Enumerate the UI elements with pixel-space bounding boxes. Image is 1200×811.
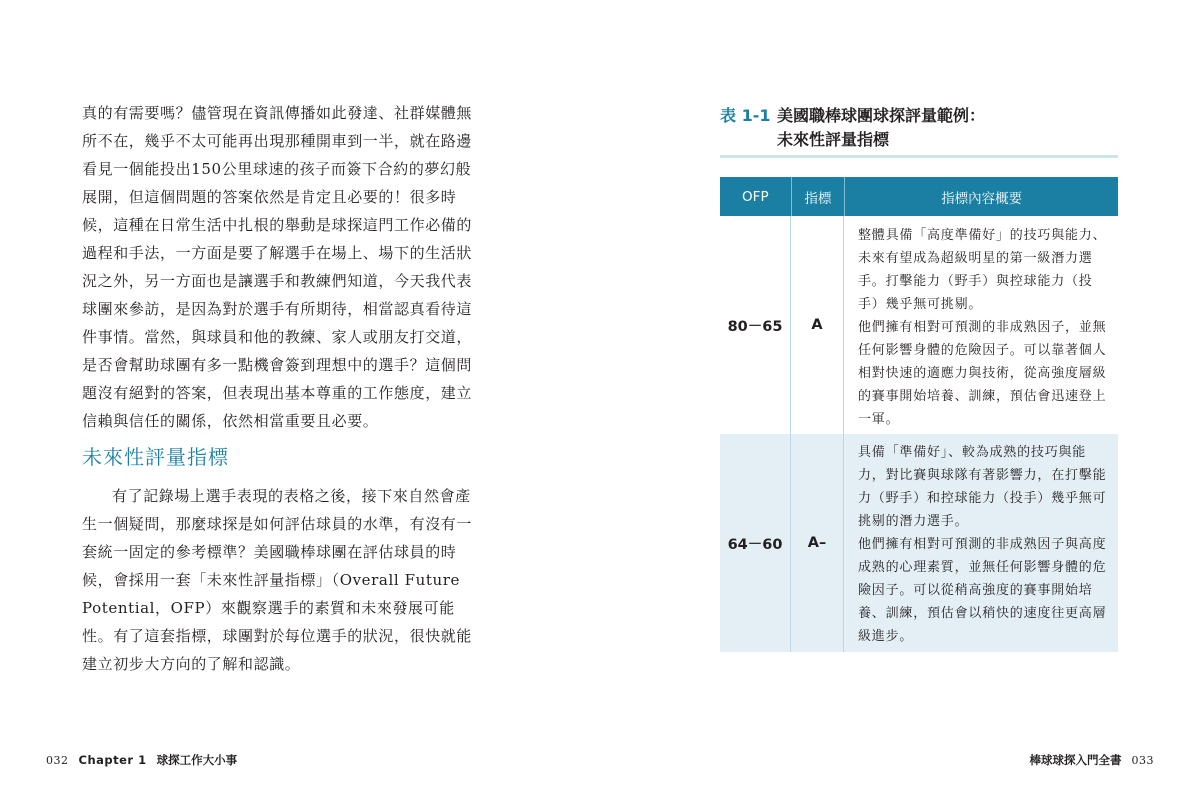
summary-text: 他們擁有相對可預測的非成熟因子與高度成熟的心理素質，並無任何影響身體的危險因子。可以從稍高強度的賽事開始培養、訓練，預估會以稍快的速度往更高層級進步。 bbox=[858, 537, 1107, 644]
summary-text: 他們擁有相對可預測的非成熟因子，並無任何影響身體的危險因子。可以靠著個人相對快速的適應力與技術，從高強度層級的賽事開始培養、訓練，預估會迅速登上一軍。 bbox=[858, 320, 1107, 427]
summary-text: 具備「準備好」、較為成熟的技巧與能力，對比賽與球隊有著影響力，在打擊能力（野手）和控球能力（投手）幾乎無可挑剔的潛力選手。 bbox=[858, 445, 1107, 529]
right-page bbox=[600, 0, 1200, 811]
header-summary: 指標內容概要 bbox=[941, 190, 1023, 207]
chapter-label: Chapter 1 bbox=[78, 753, 147, 767]
book-title: 棒球球探入門全書 bbox=[1029, 753, 1122, 767]
table-title-line1: 美國職棒球團球探評量範例： bbox=[777, 106, 986, 125]
ofp-table bbox=[720, 177, 1118, 652]
body-paragraph: 真的有需要嗎？儘管現在資訊傳播如此發達、社群媒體無所不在，幾乎不太可能再出現那種開車到一半，就在路邊看見一個能投出150公里球速的孩子而簽下合約的夢幻般展開，但這個問題的答案依然是肯定且必要的！很多時候，這種在日常生活中扎根的舉動是球探這門工作必備的過程和手法，一方面是要了解選手在場上、場下的生活狀況之外，另一方面也是讓選手和教練們知道，今天我代表球團來參訪，是因為對於選手有所期待，相當認真看待這件事情。當然，與球員和他的教練、家人或朋友打交道，是否會幫助球團有多一點機會簽到理想中的選手？這個問題沒有絕對的答案，但表現出基本尊重的工作態度，建立信賴與信任的關係，依然相當重要且必要。 bbox=[82, 104, 473, 430]
table-row bbox=[720, 434, 1118, 652]
table-header bbox=[720, 177, 1118, 216]
page-number: 032 bbox=[46, 754, 69, 767]
summary-cell bbox=[844, 434, 1118, 652]
body-paragraph: 有了記錄場上選手表現的表格之後，接下來自然會產生一個疑問，那麼球探是如何評估球員的水準，有沒有一套統一固定的參考標準？美國職棒球團在評估球員的時候，會採用一套「未來性評量指標」（Overall Future Potential，OFP）來觀察選手的素質和未來發展可能性。有了這套指標，球團對於每位選手的狀況，很快就能建立初步大方向的了解和認識。 bbox=[82, 487, 473, 673]
table-number: 表 1-1 bbox=[720, 106, 771, 125]
ofp-range: 64－60 bbox=[720, 434, 791, 652]
table-title-line2: 未來性評量指標 bbox=[777, 130, 890, 149]
header-grade: 指標 bbox=[792, 177, 846, 216]
left-footer bbox=[46, 752, 237, 768]
grade: A bbox=[791, 216, 844, 434]
grade: A– bbox=[791, 434, 844, 652]
page-number: 033 bbox=[1131, 754, 1154, 767]
ofp-range: 80－65 bbox=[720, 216, 791, 434]
summary-text: 整體具備「高度準備好」的技巧與能力、未來有望成為超級明星的第一級潛力選手。打擊能力（野手）與控球能力（投手）幾乎無可挑剔。 bbox=[858, 228, 1107, 312]
caption-divider bbox=[720, 155, 1118, 158]
chapter-title: 球探工作大小事 bbox=[156, 753, 238, 767]
section-heading: 未來性評量指標 bbox=[82, 445, 229, 469]
summary-cell bbox=[844, 216, 1118, 434]
header-ofp: OFP bbox=[720, 177, 792, 216]
right-footer bbox=[1030, 752, 1155, 768]
table-row bbox=[720, 216, 1118, 434]
